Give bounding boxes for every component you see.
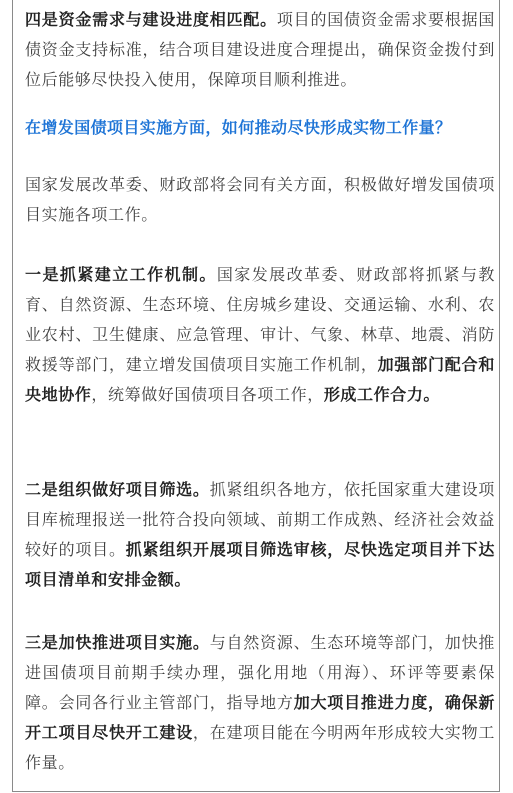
paragraph-text: 抓紧组织各地方，依托国家重大建设项目库梳理报送一批符合投向领域、前期工作成熟、经济社会效益较好的项目。 [25, 480, 495, 559]
paragraph-text: 项目的国债资金需求要根据国债资金支持标准，结合项目建设进度合理提出，确保资金拨付到位后能够尽快投入使用，保障项目顺利推进。 [25, 10, 495, 89]
bold-phrase: 形成工作合力。 [323, 385, 441, 404]
paragraph-implementation [25, 628, 495, 778]
bold-phrase: 加大项目推进力度，确保新开工项目尽快开工建设 [25, 693, 496, 742]
paragraph-screening [25, 475, 495, 595]
paragraph-text: 国家发展改革委、财政部将抓紧与教育、自然资源、生态环境、住房城乡建设、交通运输、水利、农业农村、卫生健康、应急管理、审计、气象、林草、地震、消防救援等部门，建立增发国债项目实施工作机制， [25, 265, 495, 374]
bold-lead: 四是资金需求与建设进度相匹配。 [25, 10, 277, 29]
paragraph-text: 与自然资源、生态环境等部门，加快推进国债项目前期手续办理，强化用地（用海）、环评等要素保障。会同各行业主管部门，指导地方 [25, 633, 495, 712]
paragraph-intro: 国家发展改革委、财政部将会同有关方面，积极做好增发国债项目实施各项工作。 [25, 175, 495, 224]
paragraph-mechanism [25, 260, 495, 410]
bold-lead: 一是抓紧建立工作机制。 [25, 265, 217, 284]
paragraph-funding-match [25, 5, 495, 95]
bold-phrase: 加强部门配合和央地协作 [25, 355, 495, 404]
bold-lead: 三是加快推进项目实施。 [25, 633, 210, 652]
paragraph-text: ，统筹做好国债项目各项工作， [91, 385, 324, 404]
bold-lead: 二是组织做好项目筛选。 [25, 480, 210, 499]
paragraph-text: ，在建项目能在今明两年形成较大实物工作量。 [25, 723, 495, 772]
question-heading: 在增发国债项目实施方面，如何推动尽快形成实物工作量？ [25, 118, 452, 137]
bold-phrase: 抓紧组织开展项目筛选审核，尽快选定项目并下达项目清单和安排金额。 [25, 540, 496, 589]
